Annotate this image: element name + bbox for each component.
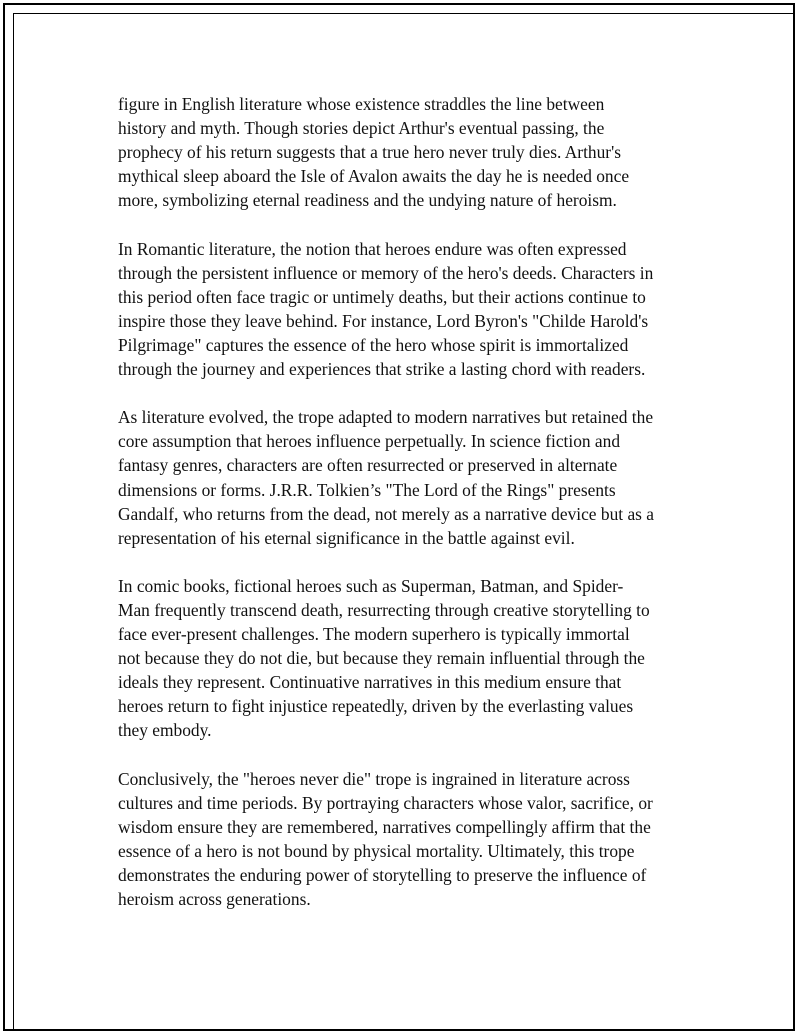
- paragraph-arthur: figure in English literature whose existence straddles the line between history and myth. Though stories depict Arthur's eventual passing, the prophecy of his return suggests that a true hero never truly dies. Arthur's mythical sleep aboard the Isle of Avalon awaits the day he is needed once more, symbolizing eternal readiness and the undying nature of heroism.: [118, 94, 630, 211]
- document-body: [118, 92, 693, 935]
- paragraph-romantic-literature: In Romantic literature, the notion that heroes endure was often expressed through the persistent influence or memory of the hero's deeds. Characters in this period often face tragic or untimely deaths, but their actions continue to inspire those they leave behind. For instance, Lord Byron's "Childe Harold's Pilgrimage" captures the essence of the hero whose spirit is immortalized through the journey and experiences that strike a lasting chord with readers.: [118, 238, 654, 380]
- paragraph-modern-narratives: As literature evolved, the trope adapted to modern narratives but retained the core assumption that heroes influence perpetually. In science fiction and fantasy genres, characters are often resurrected or preserved in alternate dimensions or forms. J.R.R. Tolkien’s "The Lord of the Rings" presents Gandalf, who returns from the dead, not merely as a narrative device but as a representation of his eternal significance in the battle against evil.: [118, 407, 655, 548]
- paragraph-comic-books: In comic books, fictional heroes such as Superman, Batman, and Spider- Man frequently transcend death, resurrecting through creative storytelling to face ever-present challenges. The modern superhero is typically immortal not because they do not die, but because they remain influential through the ideals they represent. Continuative narratives in this medium ensure that heroes return to fight injustice repeatedly, driven by the everlasting values they embody.: [118, 575, 650, 741]
- paragraph-conclusion: Conclusively, the "heroes never die" trope is ingrained in literature across cultures and time periods. By portraying characters whose valor, sacrifice, or wisdom ensure they are remembered, narratives compellingly affirm that the essence of a hero is not bound by physical mortality. Ultimately, this trope demonstrates the enduring power of storytelling to preserve the influence of heroism across generations.: [118, 768, 653, 910]
